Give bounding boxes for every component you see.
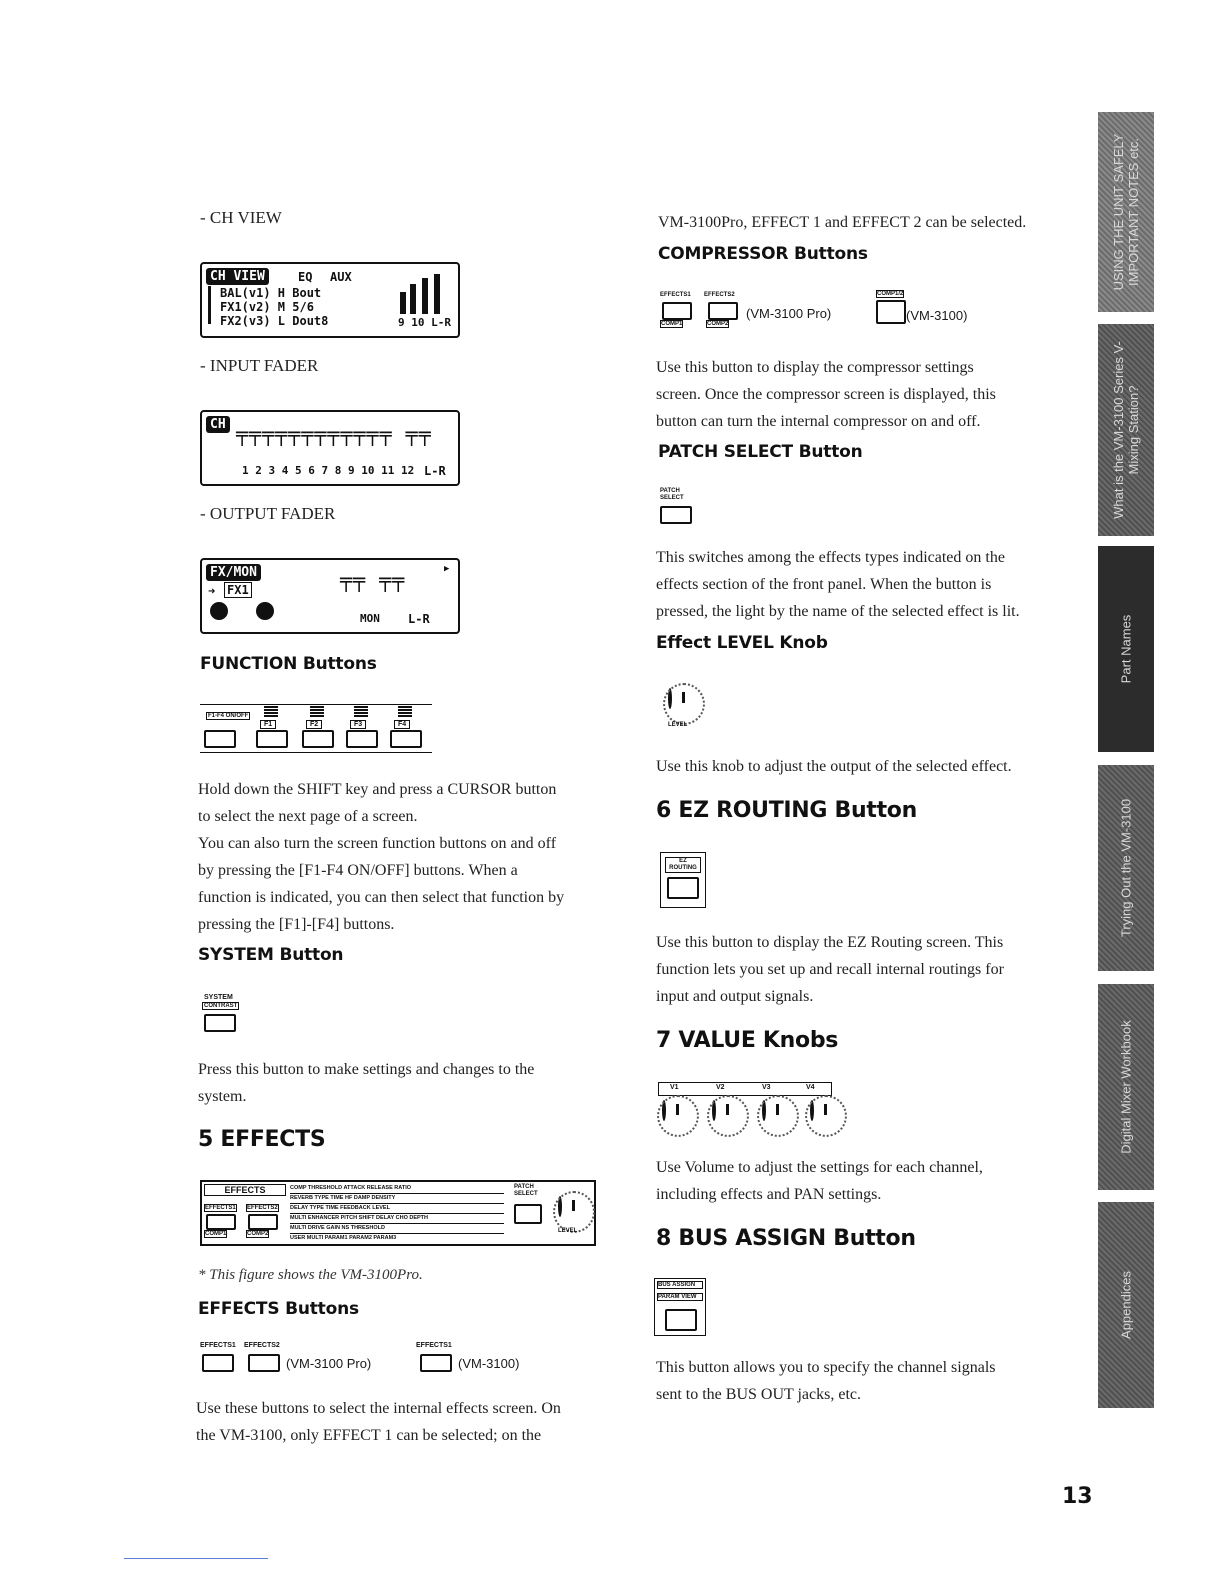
v1-label: V1 xyxy=(670,1084,679,1091)
f4-label: F4 xyxy=(394,720,410,729)
text-line: to select the next page of a screen. xyxy=(198,808,418,825)
tab-label: USING THE UNIT SAFELY IMPORTANT NOTES etc. xyxy=(1111,133,1141,291)
effects-title: EFFECTS xyxy=(204,1184,286,1196)
sidebar-tab-workbook[interactable] xyxy=(1098,984,1154,1190)
effects1-button[interactable] xyxy=(206,1214,236,1230)
input-fader-lcd xyxy=(200,410,460,486)
effects1-label-std: EFFECTS1 xyxy=(416,1342,452,1349)
comp-button-2[interactable] xyxy=(708,302,738,320)
param-row: DELAY TYPE TIME FEEDBACK LEVEL xyxy=(290,1204,504,1214)
text-line: screen. Once the compressor screen is displayed, this xyxy=(656,386,996,403)
level-text: Use this knob to adjust the output of the selected effect. xyxy=(656,758,1012,775)
input-fader-label: - INPUT FADER xyxy=(200,356,319,375)
lcd-meter xyxy=(422,278,428,314)
effects1-button[interactable] xyxy=(202,1354,234,1372)
param-view-label: PARAM VIEW xyxy=(657,1293,703,1301)
param-row: COMP THRESHOLD ATTACK RELEASE RATIO xyxy=(290,1184,504,1194)
param-row: REVERB TYPE TIME HF DAMP DENSITY xyxy=(290,1194,504,1204)
text-line: pressing the [F1]-[F4] buttons. xyxy=(198,916,395,933)
level-heading: Effect LEVEL Knob xyxy=(656,633,828,653)
level-label: LEVEL xyxy=(558,1228,578,1234)
effects-note: * This figure shows the VM-3100Pro. xyxy=(198,1267,423,1283)
text-line: system. xyxy=(198,1088,247,1105)
std-label: (VM-3100) xyxy=(906,308,968,323)
text-line: by pressing the [F1-F4 ON/OFF] buttons. When a xyxy=(198,862,518,879)
effects-panel-figure xyxy=(200,1180,596,1246)
output-fader-lcd xyxy=(200,558,460,634)
lcd-meter xyxy=(400,292,406,314)
fader-lr: L-R xyxy=(424,464,446,478)
effects2-label: EFFECTS2 xyxy=(244,1342,280,1349)
comp2-label: COMP2 xyxy=(707,321,729,327)
knob-icon xyxy=(210,602,228,620)
ez-label: EZ ROUTING xyxy=(665,857,701,873)
fader-graphic: ╤╤╤╤╤╤╤╤╤╤╤╤ ╤╤ xyxy=(236,422,432,446)
lcd-meter xyxy=(410,284,416,314)
value-text xyxy=(656,1154,1086,1208)
lcd-meter xyxy=(208,286,211,324)
function-text xyxy=(198,776,618,938)
patch-heading: PATCH SELECT Button xyxy=(658,442,863,462)
lamp-icon xyxy=(398,706,412,718)
text-line: sent to the BUS OUT jacks, etc. xyxy=(656,1386,862,1403)
fader-graphic: ╤╤ ╤╤ xyxy=(340,568,406,592)
ch-view-label: - CH VIEW xyxy=(200,208,282,227)
compressor-heading: COMPRESSOR Buttons xyxy=(658,244,868,264)
patch-select-button[interactable] xyxy=(514,1204,542,1224)
v2-label: V2 xyxy=(716,1084,725,1091)
comp12-button[interactable] xyxy=(876,300,906,324)
effects2-button[interactable] xyxy=(248,1354,280,1372)
sidebar-tab-trying-out[interactable] xyxy=(1098,765,1154,971)
tab-label: Digital Mixer Workbook xyxy=(1118,1020,1134,1154)
lamp-icon xyxy=(264,706,278,718)
footer-rule xyxy=(124,1558,268,1559)
onoff-label: F1-F4 ON/OFF xyxy=(208,713,249,719)
tab-label: Appendices xyxy=(1118,1271,1134,1339)
effects2-label: EFFECTS2 xyxy=(704,292,735,298)
bus-assign-label: BUS ASSIGN xyxy=(657,1281,703,1289)
lcd-row: FX2(v3) L Dout8 xyxy=(220,314,329,328)
text-line: function is indicated, you can then select that function by xyxy=(198,889,565,906)
effects-buttons-figure xyxy=(198,1342,618,1378)
ez-text xyxy=(656,929,1086,1010)
sidebar-tab-part-names[interactable] xyxy=(1098,546,1154,752)
ez-routing-button[interactable] xyxy=(667,877,699,899)
tab-label: What is the VM-3100 Series V-Mixing Station? xyxy=(1111,341,1141,519)
function-heading: FUNCTION Buttons xyxy=(200,654,377,674)
lamp-icon xyxy=(354,706,368,718)
sidebar-tab-what-is[interactable] xyxy=(1098,324,1154,536)
level-knob-figure xyxy=(664,686,704,736)
patch-label: PATCH SELECT xyxy=(660,488,684,501)
patch-text xyxy=(656,544,1086,625)
text-line: You can also turn the screen function buttons on and off xyxy=(198,835,557,852)
system-text xyxy=(198,1056,618,1110)
value-knob-2[interactable] xyxy=(712,1100,716,1121)
lcd-meter xyxy=(434,274,440,314)
comp-button-1[interactable] xyxy=(662,302,692,320)
text-line: button can turn the internal compressor on and off. xyxy=(656,413,981,430)
patch-select-button[interactable] xyxy=(660,506,692,524)
f2-button[interactable] xyxy=(302,730,334,748)
effects1-label: EFFECTS1 xyxy=(200,1342,236,1349)
lcd-sub: FX1 xyxy=(224,582,252,598)
text-line: Use Volume to adjust the settings for each channel, xyxy=(656,1159,983,1176)
lcd-row: BAL(v1) H Bout xyxy=(220,286,322,300)
text-line: effects section of the front panel. When the button is xyxy=(656,576,992,593)
value-knob-4[interactable] xyxy=(810,1100,814,1121)
comp2-label: COMP2 xyxy=(247,1231,269,1237)
value-knobs-figure xyxy=(656,1080,836,1136)
v3-label: V3 xyxy=(762,1084,771,1091)
v4-label: V4 xyxy=(806,1084,815,1091)
ez-button-figure xyxy=(660,852,706,908)
compressor-text xyxy=(656,354,1086,435)
f4-button[interactable] xyxy=(390,730,422,748)
onoff-button[interactable] xyxy=(204,730,236,748)
std-label: (VM-3100) xyxy=(458,1356,520,1371)
effects1-label: EFFECTS1 xyxy=(205,1205,236,1211)
level-label: LEVEL xyxy=(668,722,688,728)
effects1-label: EFFECTS1 xyxy=(660,292,691,298)
value-heading: 7 VALUE Knobs xyxy=(656,1028,839,1053)
tab-label: Trying Out the VM-3100 xyxy=(1118,798,1134,938)
effects2-label: EFFECTS2 xyxy=(247,1205,278,1211)
bus-heading: 8 BUS ASSIGN Button xyxy=(656,1226,916,1251)
text-line: Hold down the SHIFT key and press a CURSOR button xyxy=(198,781,557,798)
patch-select-label: PATCH SELECT xyxy=(514,1184,538,1197)
ch-view-lcd xyxy=(200,262,460,338)
text-line: the VM-3100, only EFFECT 1 can be selected; on the xyxy=(196,1427,542,1444)
text-line: pressed, the light by the name of the selected effect is lit. xyxy=(656,603,1020,620)
tab-label: Part Names xyxy=(1118,614,1134,684)
pro-label: (VM-3100 Pro) xyxy=(286,1356,372,1371)
text-line: Use these buttons to select the internal effects screen. On xyxy=(196,1400,561,1417)
text-line: This switches among the effects types indicated on the xyxy=(656,549,1005,566)
fader-numbers: 1 2 3 4 5 6 7 8 9 10 11 12 xyxy=(242,464,415,477)
lcd-row: FX1(v2) M 5/6 xyxy=(220,300,314,314)
fader-mon: MON xyxy=(360,612,380,625)
effects-text xyxy=(196,1395,626,1449)
f3-button[interactable] xyxy=(346,730,378,748)
contrast-label: CONTRAST xyxy=(204,1003,238,1009)
lcd-arrow-icon: ➜ xyxy=(208,584,216,598)
lcd-title: FX/MON xyxy=(206,564,261,581)
text-line: Use this button to display the EZ Routing screen. This xyxy=(656,934,1004,951)
continued-text: VM-3100Pro, EFFECT 1 and EFFECT 2 can be selected. xyxy=(658,214,1027,231)
patch-button-figure xyxy=(658,488,698,528)
param-row: USER MULTI PARAM1 PARAM2 PARAM3 xyxy=(290,1235,397,1241)
system-heading: SYSTEM Button xyxy=(198,945,344,965)
lcd-title: CH VIEW xyxy=(206,268,269,285)
bus-button-figure xyxy=(654,1278,706,1336)
system-button[interactable] xyxy=(204,1014,236,1032)
param-row: MULTI ENHANCER PITCH SHIFT DELAY CHO DEPTH xyxy=(290,1214,504,1224)
sidebar-tab-safety[interactable] xyxy=(1098,112,1154,312)
level-knob[interactable] xyxy=(668,688,672,709)
pro-label: (VM-3100 Pro) xyxy=(746,306,832,321)
level-knob[interactable] xyxy=(558,1196,562,1217)
note-text: This figure shows the VM-3100Pro. xyxy=(209,1267,423,1283)
output-fader-label: - OUTPUT FADER xyxy=(200,504,336,523)
bus-assign-button[interactable] xyxy=(665,1309,697,1331)
fader-lr: L-R xyxy=(408,612,430,626)
page-number: 13 xyxy=(1062,1484,1093,1509)
value-knob-1[interactable] xyxy=(662,1100,666,1121)
effects-param-rows xyxy=(290,1184,504,1240)
text-line: Use this button to display the compressor settings xyxy=(656,359,974,376)
system-label: SYSTEM xyxy=(204,994,233,1001)
comp1-label: COMP1 xyxy=(205,1231,227,1237)
f2-label: F2 xyxy=(306,720,322,729)
comp1-label: COMP1 xyxy=(661,321,683,327)
ez-heading: 6 EZ ROUTING Button xyxy=(656,798,917,823)
param-row: MULTI DRIVE GAIN NS THRESHOLD xyxy=(290,1224,504,1234)
text-line: including effects and PAN settings. xyxy=(656,1186,882,1203)
lcd-title: CH xyxy=(206,416,230,433)
compressor-buttons-figure xyxy=(658,290,1018,334)
knob-icon xyxy=(256,602,274,620)
system-button-figure xyxy=(202,994,262,1034)
bus-text xyxy=(656,1354,1086,1408)
triangle-icon: ▶ xyxy=(444,564,450,574)
f3-label: F3 xyxy=(350,720,366,729)
text-line: Press this button to make settings and changes to the xyxy=(198,1061,535,1078)
function-buttons-figure xyxy=(200,700,432,760)
effects-heading: 5 EFFECTS xyxy=(198,1127,326,1152)
text-line: function lets you set up and recall internal routings for xyxy=(656,961,1004,978)
sidebar-tab-appendices[interactable] xyxy=(1098,1202,1154,1408)
effects-buttons-heading: EFFECTS Buttons xyxy=(198,1299,359,1319)
comp12-label: COMP1/2 xyxy=(877,291,904,297)
f1-button[interactable] xyxy=(256,730,288,748)
text-line: This button allows you to specify the channel signals xyxy=(656,1359,996,1376)
value-knob-3[interactable] xyxy=(762,1100,766,1121)
lamp-icon xyxy=(310,706,324,718)
effects1-button-std[interactable] xyxy=(420,1354,452,1372)
f1-label: F1 xyxy=(260,720,276,729)
lcd-header-eq: EQ xyxy=(298,270,313,284)
lcd-header-aux: AUX xyxy=(330,270,352,284)
text-line: input and output signals. xyxy=(656,988,814,1005)
lcd-scale: 9 10 L-R xyxy=(398,316,451,329)
effects2-button[interactable] xyxy=(248,1214,278,1230)
